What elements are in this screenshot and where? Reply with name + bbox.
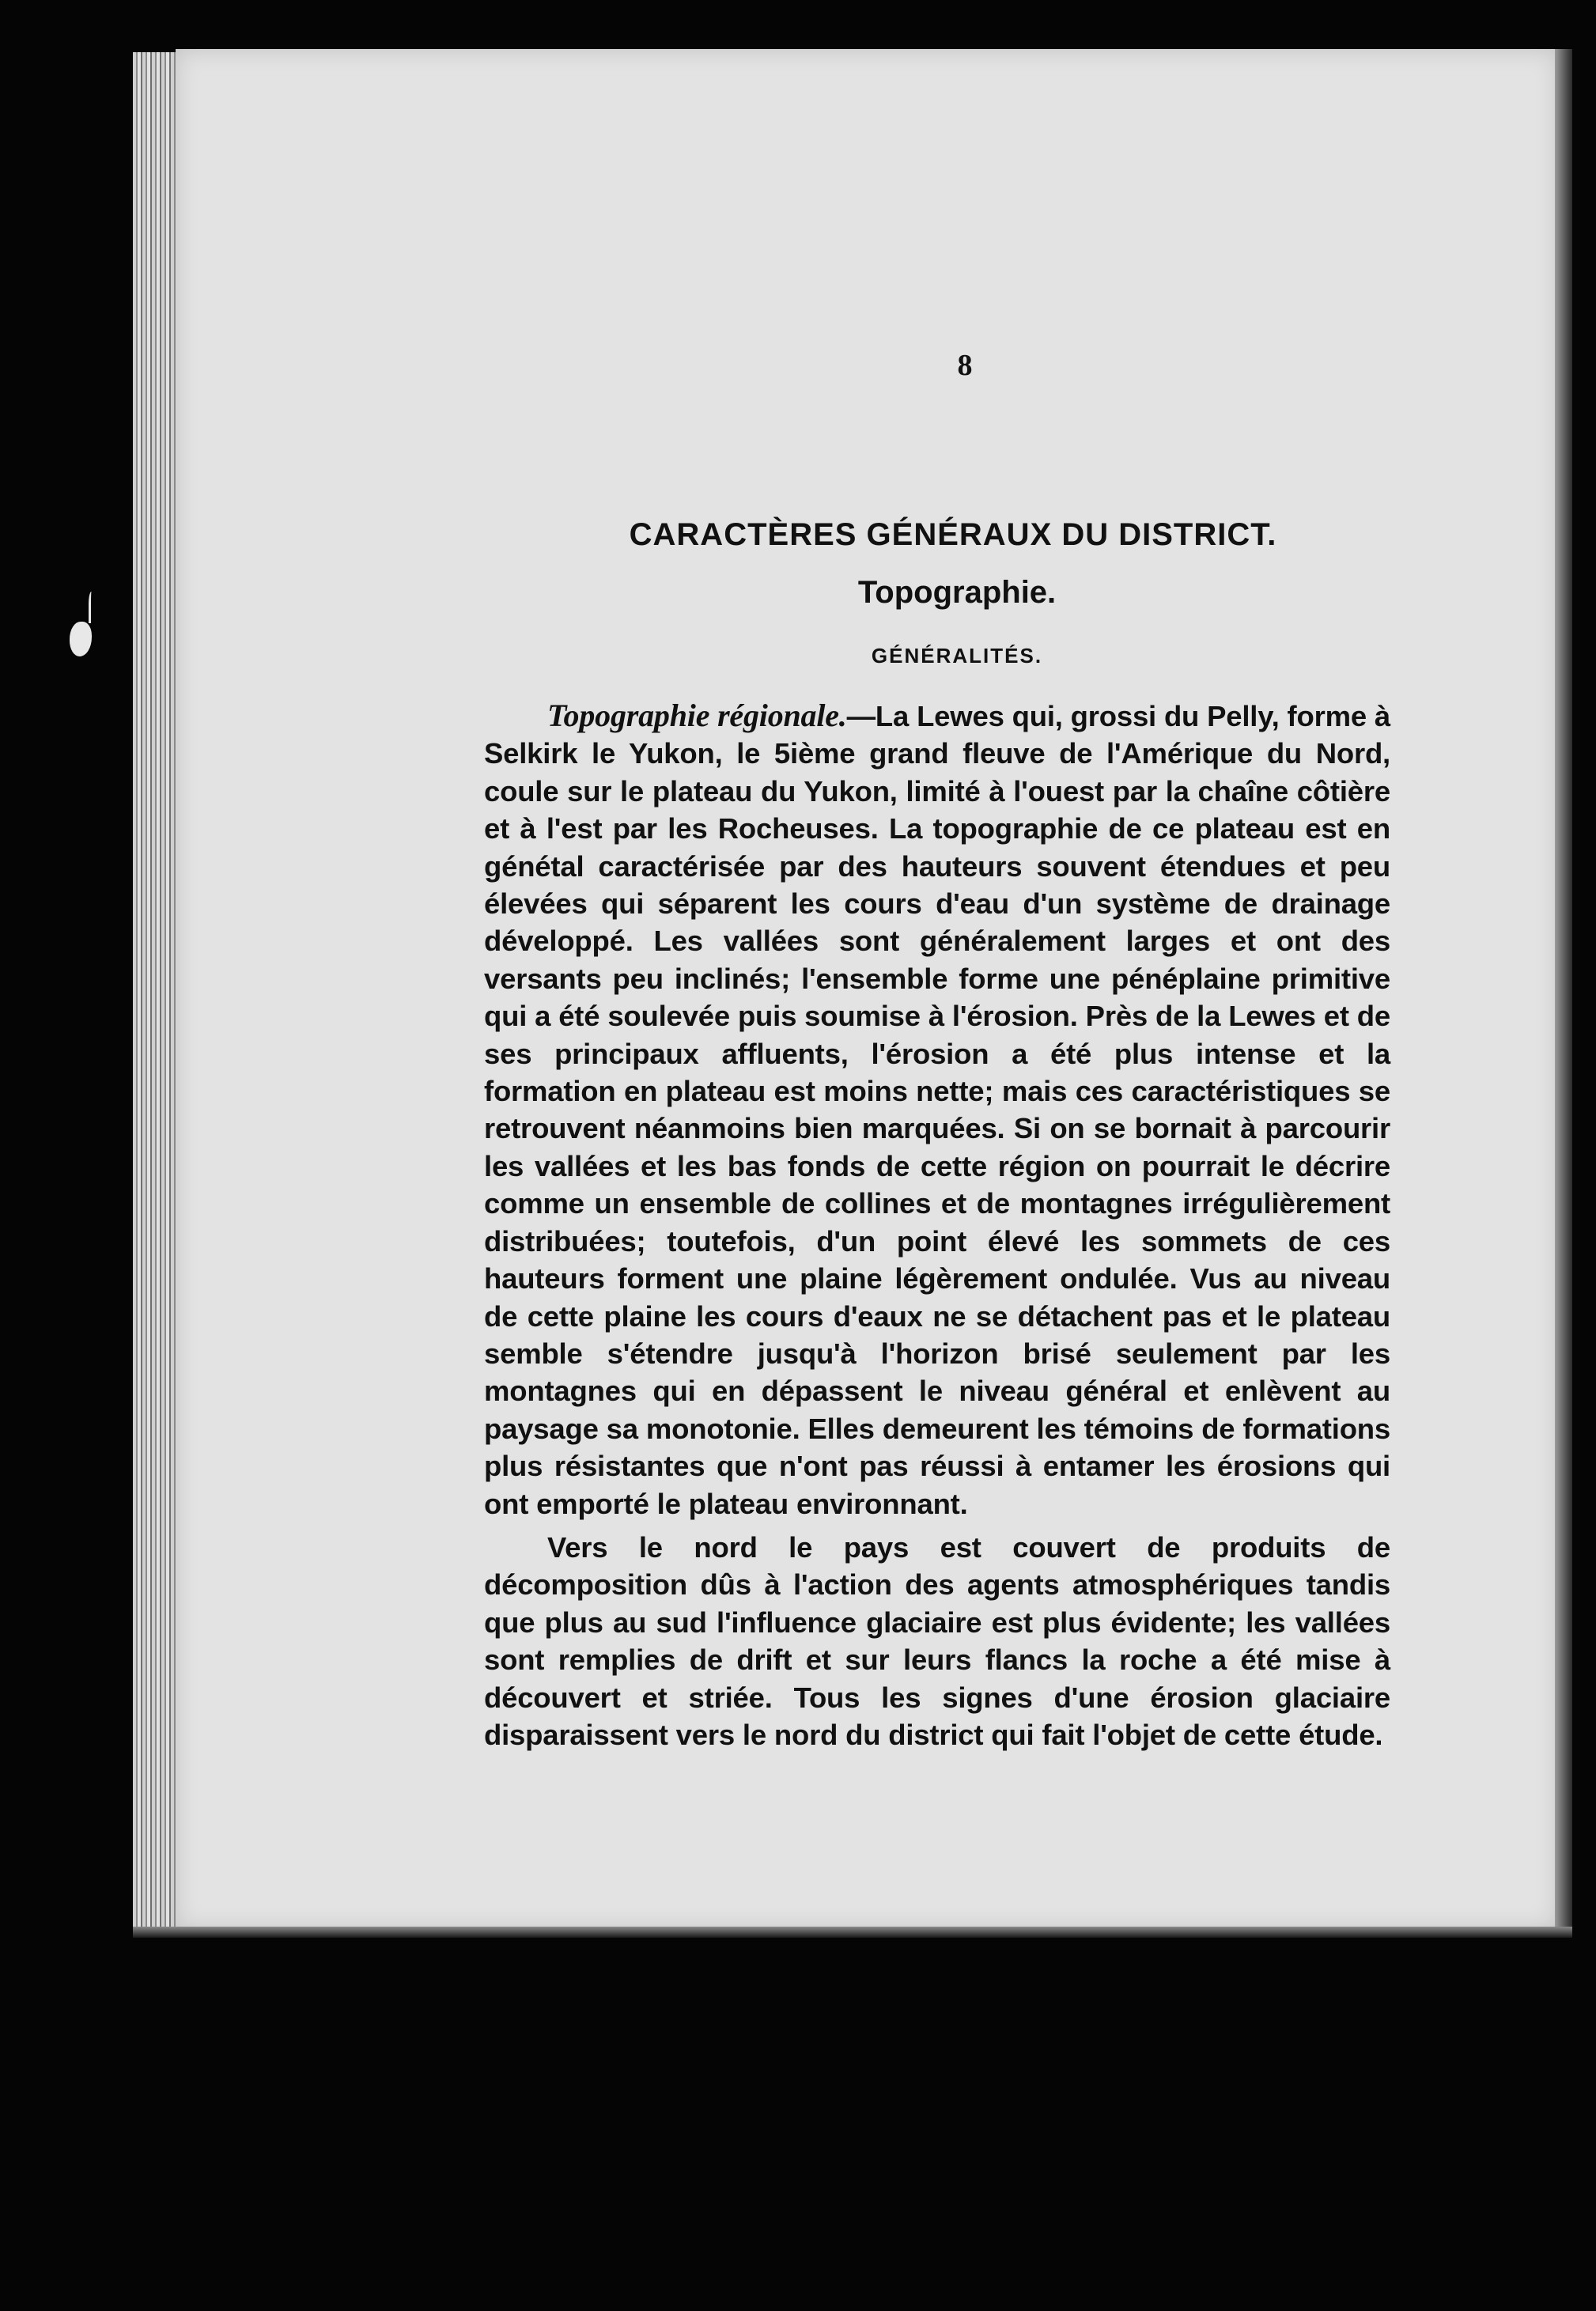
page-bottom-edge bbox=[133, 1927, 1572, 1938]
paragraph-text: Vers le nord le pays est couvert de produits de décomposition dûs à l'action des agents atmosphériques tandis que plus au sud l'influence glaciaire est plus évidente; les vallées sont remplies de drift et sur leurs flancs la roche a été mise à découvert et striée. Tous les signes d'une érosion glaciaire disparaissent vers le nord du district qui fait l'objet de cette étude. bbox=[484, 1530, 1390, 1751]
page-right-edge bbox=[1555, 49, 1572, 1930]
page-content bbox=[484, 348, 1390, 1753]
paragraph-glacial-influence bbox=[484, 1529, 1390, 1753]
chapter-title: CARACTÈRES GÉNÉRAUX DU DISTRICT. bbox=[629, 517, 1277, 552]
paragraph-regional-topography bbox=[484, 697, 1390, 1522]
page-number: 8 bbox=[957, 349, 973, 382]
subsection-title: GÉNÉRALITÉS. bbox=[871, 644, 1043, 668]
binding-clip-icon bbox=[68, 592, 95, 671]
section-title: Topographie. bbox=[857, 575, 1057, 610]
paragraph-lead: Topographie régionale. bbox=[547, 698, 847, 733]
page-edges bbox=[133, 52, 180, 1927]
paragraph-text: —La Lewes qui, grossi du Pelly, forme à Selkirk le Yukon, le 5ième grand fleuve de l'Amérique du Nord, coule sur le plateau du Yukon, limité à l'ouest par la chaîne côtière et à l'est par les Rocheuses. La topographie de ce plateau est en génétal caractérisée par des hauteurs souvent étendues et peu élevées qui séparent les cours d'eau d'un système de drainage développé. Les vallées sont généralement larges et ont des versants peu inclinés; l'ensemble forme une pénéplaine primitive qui a été soulevée puis soumise à l'érosion. Près de la Lewes et de ses principaux affluents, l'érosion a été plus intense et la formation en plateau est moins nette; mais ces caractéristiques se retrouvent néanmoins bien marquées. Si on se bornait à parcourir les vallées et les bas fonds de cette région on pourrait le décrire comme un ensemble de collines et de montagnes irrégulièrement distribuées; toutefois, d'un point élevé les sommets de ces hauteurs forment une plaine légèrement ondulée. Vus au niveau de cette plaine les cours d'eaux ne se détachent pas et le plateau semble s'étendre jusqu'à l'horizon brisé seulement par les montagnes qui en dépassent le niveau général et enlèvent au paysage sa monotonie. Elles demeurent les témoins de formations plus résistantes que n'ont pas réussi à entamer les érosions qui ont emporté le plateau environnant. bbox=[484, 700, 1391, 1520]
